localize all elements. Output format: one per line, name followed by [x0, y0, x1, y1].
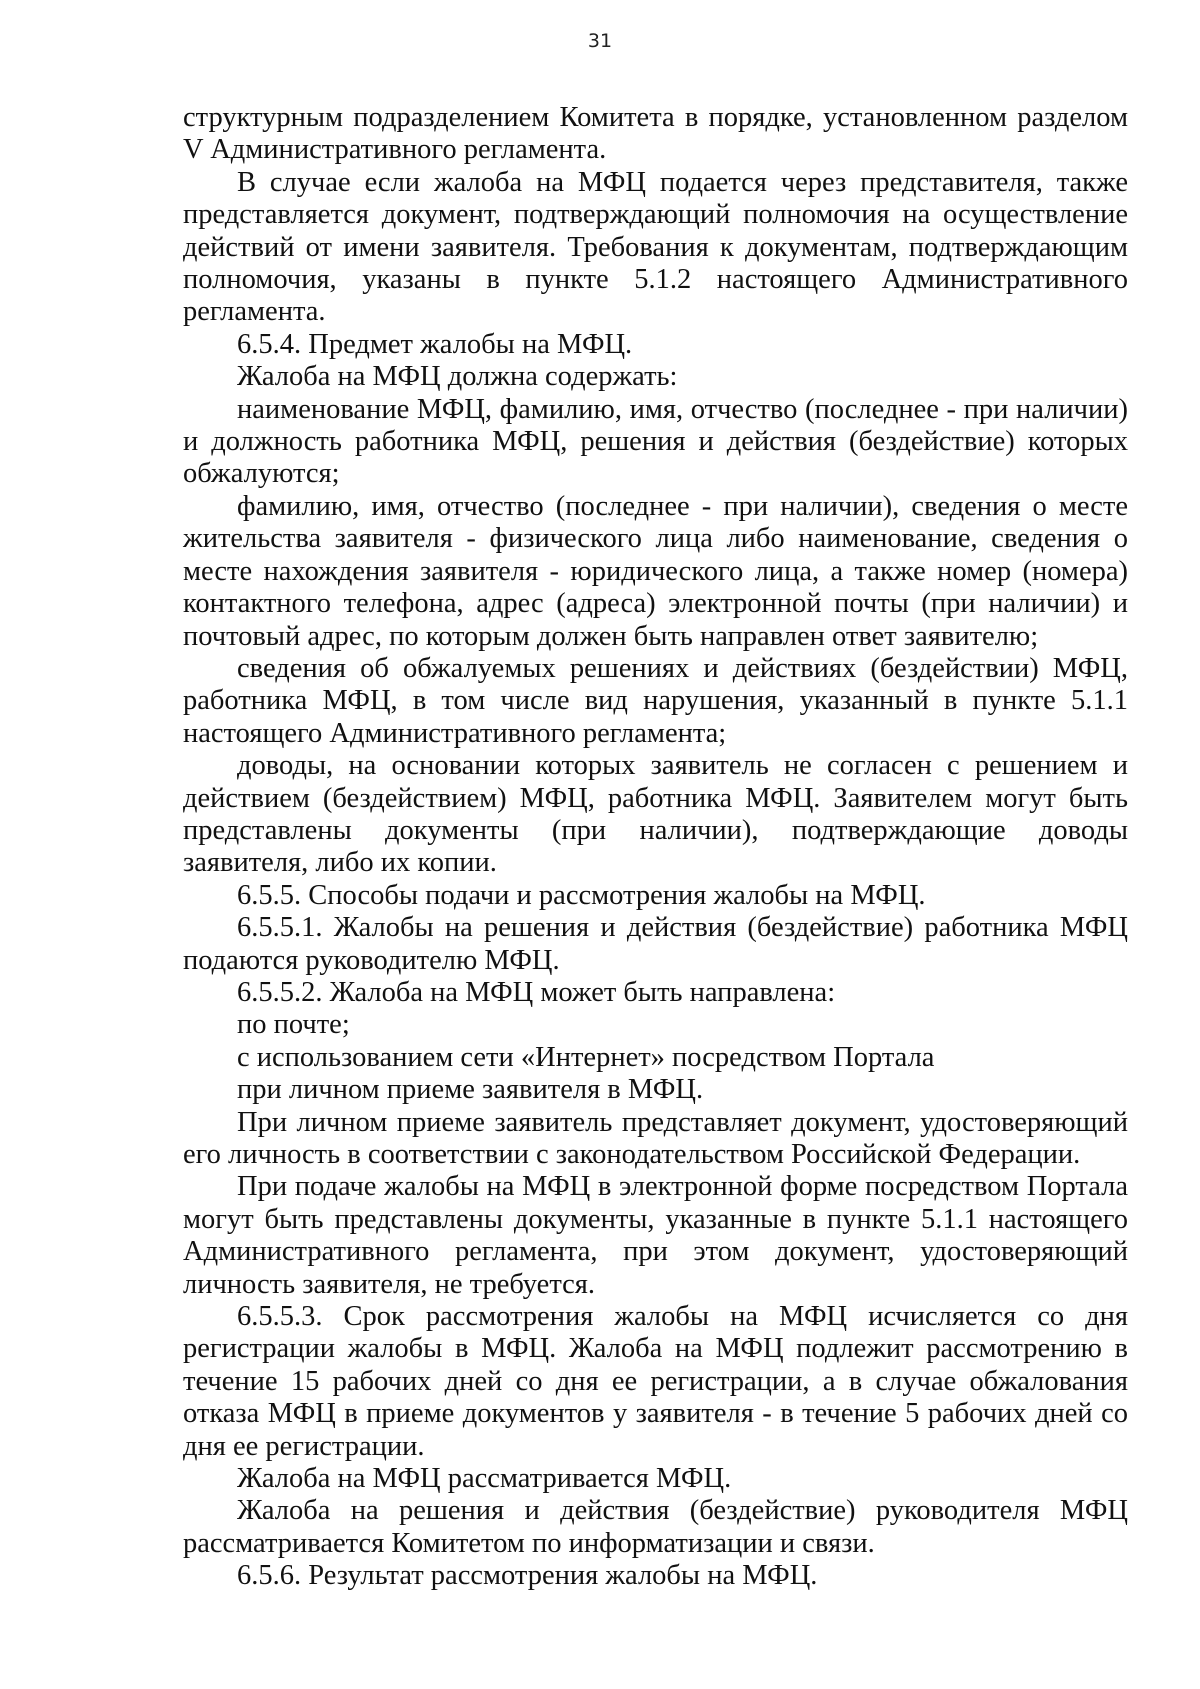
paragraph: с использованием сети «Интернет» посредством Портала — [237, 1041, 935, 1073]
paragraph: 6.5.5.2. Жалоба на МФЦ может быть направлена: — [237, 976, 836, 1008]
paragraph: 6.5.6. Результат рассмотрения жалобы на МФЦ. — [237, 1560, 818, 1592]
paragraph: фамилию, имя, отчество (последнее - при наличии), сведения о месте жительства заявителя - физического лица либо наименование, сведения о месте нахождения заявителя - юридического лица, а также номер (номера) контактного телефона, адрес (адреса) электронной почты (при наличии) и почтовый адрес, по которым должен быть направлен ответ заявителю; — [183, 490, 1128, 652]
paragraph: доводы, на основании которых заявитель не согласен с решением и действием (бездействием) МФЦ, работника МФЦ. Заявителем могут быть представлены документы (при наличии), подтверждающие доводы заявителя, либо их копии. — [183, 750, 1128, 879]
paragraph: При личном приеме заявитель представляет документ, удостоверяющий его личность в соответствии с законодательством Российской Федерации. — [183, 1106, 1128, 1170]
paragraph: 6.5.5.1. Жалобы на решения и действия (бездействие) работника МФЦ подаются руководителю МФЦ. — [183, 912, 1128, 976]
paragraph: структурным подразделением Комитета в порядке, установленном разделом V Административного регламента. — [183, 102, 1128, 166]
paragraph: по почте; — [237, 1009, 350, 1041]
paragraph: Жалоба на МФЦ рассматривается МФЦ. — [237, 1463, 732, 1495]
paragraph: 6.5.5.3. Срок рассмотрения жалобы на МФЦ исчисляется со дня регистрации жалобы в МФЦ. Жалоба на МФЦ подлежит рассмотрению в течение 15 рабочих дней со дня ее регистрации, а в случае обжалования отказа МФЦ в приеме документов у заявителя - в течение 5 рабочих дней со дня ее регистрации. — [183, 1301, 1128, 1462]
paragraph: 6.5.4. Предмет жалобы на МФЦ. — [237, 328, 633, 360]
paragraph: при личном приеме заявителя в МФЦ. — [237, 1074, 704, 1106]
paragraph: наименование МФЦ, фамилию, имя, отчество (последнее - при наличии) и должность работника МФЦ, решения и действия (бездействие) которых обжалуются; — [183, 393, 1128, 490]
paragraph: сведения об обжалуемых решениях и действиях (бездействии) МФЦ, работника МФЦ, в том числе вид нарушения, указанный в пункте 5.1.1 настоящего Административного регламента; — [183, 652, 1128, 749]
page-number: 31 — [587, 30, 613, 52]
paragraph: При подаче жалобы на МФЦ в электронной форме посредством Портала могут быть представлены документы, указанные в пункте 5.1.1 настоящего Административного регламента, при этом документ, удостоверяющий личность заявителя, не требуется. — [183, 1171, 1128, 1300]
document-body — [183, 102, 1128, 1593]
paragraph: В случае если жалоба на МФЦ подается через представителя, также представляется документ, подтверждающий полномочия на осуществление действий от имени заявителя. Требования к документам, подтверждающим полномочия, указаны в пункте 5.1.2 настоящего Административного регламента. — [183, 166, 1128, 328]
paragraph: Жалоба на МФЦ должна содержать: — [237, 361, 678, 393]
paragraph: Жалоба на решения и действия (бездействие) руководителя МФЦ рассматривается Комитетом по информатизации и связи. — [183, 1495, 1128, 1559]
paragraph: 6.5.5. Способы подачи и рассмотрения жалобы на МФЦ. — [237, 879, 926, 911]
